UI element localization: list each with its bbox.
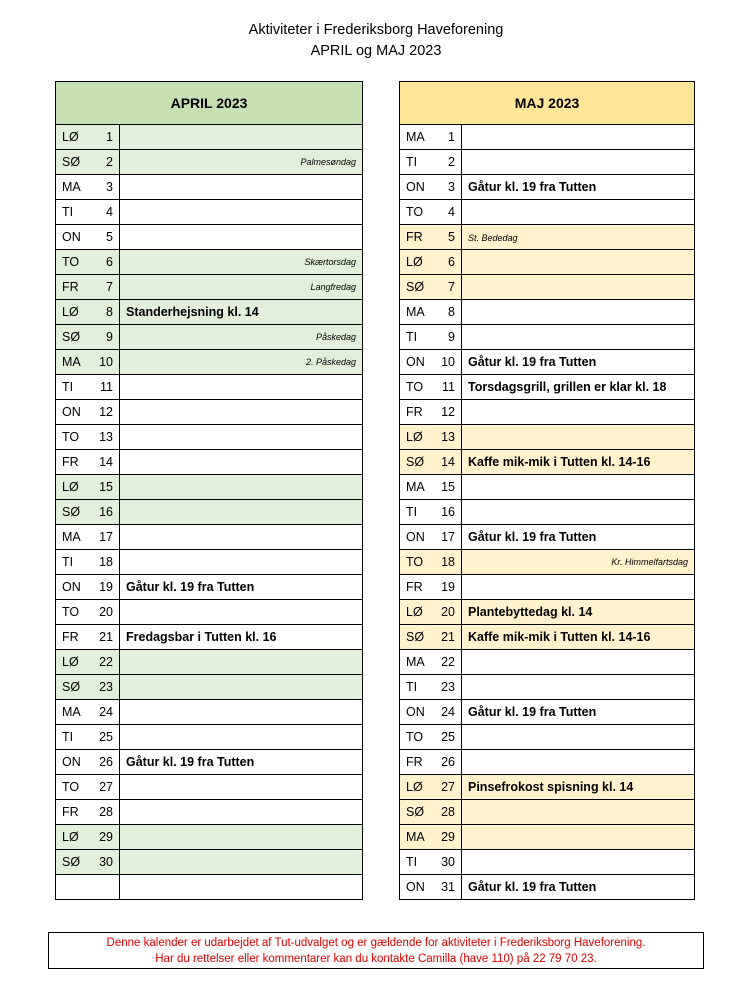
weekday-cell: TO bbox=[400, 550, 438, 575]
event-cell bbox=[120, 375, 363, 400]
event-cell bbox=[462, 875, 695, 900]
april-header: APRIL 2023 bbox=[56, 82, 363, 125]
event-cell bbox=[120, 175, 363, 200]
table-row bbox=[400, 525, 695, 550]
event-cell bbox=[462, 775, 695, 800]
weekday-cell: TI bbox=[56, 550, 96, 575]
april-calendar-table bbox=[55, 81, 363, 900]
table-row bbox=[400, 550, 695, 575]
weekday-cell: FR bbox=[56, 450, 96, 475]
day-number-cell: 6 bbox=[96, 250, 120, 275]
weekday-cell: SØ bbox=[56, 150, 96, 175]
footer-note bbox=[48, 932, 704, 969]
weekday-cell: TO bbox=[400, 200, 438, 225]
table-row bbox=[400, 675, 695, 700]
event-text: Torsdagsgrill, grillen er klar kl. 18 bbox=[468, 380, 667, 394]
table-row bbox=[56, 475, 363, 500]
day-number-cell: 22 bbox=[438, 650, 462, 675]
table-row bbox=[56, 450, 363, 475]
day-number-cell: 24 bbox=[96, 700, 120, 725]
event-cell bbox=[120, 775, 363, 800]
day-number-cell: 30 bbox=[438, 850, 462, 875]
event-cell bbox=[120, 225, 363, 250]
event-cell bbox=[462, 150, 695, 175]
table-row bbox=[56, 850, 363, 875]
weekday-cell: FR bbox=[56, 625, 96, 650]
day-number-cell bbox=[96, 875, 120, 900]
event-cell bbox=[120, 325, 363, 350]
day-number-cell: 23 bbox=[438, 675, 462, 700]
event-text: Fredagsbar i Tutten kl. 16 bbox=[126, 630, 277, 644]
table-row bbox=[400, 625, 695, 650]
table-row bbox=[56, 775, 363, 800]
event-cell bbox=[462, 600, 695, 625]
event-cell bbox=[462, 175, 695, 200]
table-row bbox=[56, 175, 363, 200]
holiday-label: Kr. Himmelfartsdag bbox=[611, 557, 688, 567]
table-row bbox=[400, 200, 695, 225]
holiday-label: Påskedag bbox=[315, 332, 356, 342]
day-number-cell: 22 bbox=[96, 650, 120, 675]
day-number-cell: 5 bbox=[438, 225, 462, 250]
weekday-cell: TI bbox=[400, 150, 438, 175]
day-number-cell: 2 bbox=[96, 150, 120, 175]
event-cell bbox=[462, 850, 695, 875]
day-number-cell: 30 bbox=[96, 850, 120, 875]
event-cell bbox=[462, 350, 695, 375]
event-cell bbox=[120, 200, 363, 225]
day-number-cell: 17 bbox=[438, 525, 462, 550]
event-cell bbox=[120, 625, 363, 650]
table-row bbox=[56, 700, 363, 725]
day-number-cell: 27 bbox=[438, 775, 462, 800]
event-cell bbox=[462, 700, 695, 725]
event-text: Gåtur kl. 19 fra Tutten bbox=[468, 705, 597, 719]
day-number-cell: 11 bbox=[438, 375, 462, 400]
day-number-cell: 19 bbox=[96, 575, 120, 600]
event-cell bbox=[120, 250, 363, 275]
weekday-cell: SØ bbox=[56, 850, 96, 875]
event-cell bbox=[120, 475, 363, 500]
day-number-cell: 21 bbox=[438, 625, 462, 650]
weekday-cell: FR bbox=[400, 575, 438, 600]
table-row bbox=[56, 400, 363, 425]
day-number-cell: 15 bbox=[438, 475, 462, 500]
event-cell bbox=[462, 400, 695, 425]
day-number-cell: 20 bbox=[96, 600, 120, 625]
event-cell bbox=[462, 325, 695, 350]
day-number-cell: 29 bbox=[438, 825, 462, 850]
day-number-cell: 5 bbox=[96, 225, 120, 250]
weekday-cell: MA bbox=[56, 175, 96, 200]
table-row bbox=[400, 600, 695, 625]
event-cell bbox=[462, 500, 695, 525]
table-row bbox=[400, 300, 695, 325]
event-cell bbox=[120, 400, 363, 425]
day-number-cell: 18 bbox=[96, 550, 120, 575]
weekday-cell: LØ bbox=[400, 425, 438, 450]
table-row bbox=[56, 500, 363, 525]
table-row bbox=[400, 500, 695, 525]
day-number-cell: 15 bbox=[96, 475, 120, 500]
weekday-cell: TI bbox=[400, 675, 438, 700]
table-row bbox=[56, 625, 363, 650]
weekday-cell: FR bbox=[400, 750, 438, 775]
day-number-cell: 6 bbox=[438, 250, 462, 275]
weekday-cell: TI bbox=[56, 725, 96, 750]
page-subtitle: APRIL og MAJ 2023 bbox=[310, 43, 442, 59]
day-number-cell: 28 bbox=[96, 800, 120, 825]
weekday-cell: LØ bbox=[56, 125, 96, 150]
day-number-cell: 18 bbox=[438, 550, 462, 575]
event-text: Pinsefrokost spisning kl. 14 bbox=[468, 780, 634, 794]
holiday-label: Langfredag bbox=[310, 282, 356, 292]
event-cell bbox=[462, 675, 695, 700]
day-number-cell: 13 bbox=[438, 425, 462, 450]
day-number-cell: 9 bbox=[438, 325, 462, 350]
event-cell bbox=[120, 725, 363, 750]
table-row bbox=[400, 425, 695, 450]
weekday-cell: ON bbox=[400, 350, 438, 375]
day-number-cell: 14 bbox=[438, 450, 462, 475]
weekday-cell: ON bbox=[56, 750, 96, 775]
table-row bbox=[56, 600, 363, 625]
day-number-cell: 16 bbox=[438, 500, 462, 525]
weekday-cell: SØ bbox=[400, 800, 438, 825]
event-cell bbox=[462, 575, 695, 600]
event-cell bbox=[120, 675, 363, 700]
day-number-cell: 13 bbox=[96, 425, 120, 450]
holiday-label: 2. Påskedag bbox=[305, 357, 356, 367]
day-number-cell: 1 bbox=[96, 125, 120, 150]
event-cell bbox=[462, 425, 695, 450]
weekday-cell: MA bbox=[56, 350, 96, 375]
day-number-cell: 28 bbox=[438, 800, 462, 825]
weekday-cell: LØ bbox=[56, 825, 96, 850]
weekday-cell: FR bbox=[56, 275, 96, 300]
table-row bbox=[400, 850, 695, 875]
table-row bbox=[400, 875, 695, 900]
event-cell bbox=[120, 125, 363, 150]
weekday-cell: TO bbox=[56, 425, 96, 450]
event-cell bbox=[120, 150, 363, 175]
day-number-cell: 7 bbox=[438, 275, 462, 300]
weekday-cell: FR bbox=[400, 400, 438, 425]
event-cell bbox=[462, 525, 695, 550]
table-row bbox=[400, 175, 695, 200]
table-row bbox=[400, 125, 695, 150]
event-cell bbox=[462, 225, 695, 250]
event-text: Kaffe mik-mik i Tutten kl. 14-16 bbox=[468, 455, 651, 469]
table-row bbox=[400, 225, 695, 250]
weekday-cell: MA bbox=[56, 525, 96, 550]
weekday-cell: SØ bbox=[56, 675, 96, 700]
day-number-cell: 8 bbox=[438, 300, 462, 325]
weekday-cell: SØ bbox=[400, 275, 438, 300]
weekday-cell: TO bbox=[400, 725, 438, 750]
weekday-cell: ON bbox=[400, 875, 438, 900]
table-row bbox=[56, 425, 363, 450]
table-row bbox=[400, 575, 695, 600]
event-cell bbox=[462, 200, 695, 225]
event-cell bbox=[462, 650, 695, 675]
weekday-cell: MA bbox=[400, 300, 438, 325]
event-text: Gåtur kl. 19 fra Tutten bbox=[468, 880, 597, 894]
table-row bbox=[400, 700, 695, 725]
table-row bbox=[400, 650, 695, 675]
event-cell bbox=[120, 275, 363, 300]
weekday-cell: TI bbox=[56, 200, 96, 225]
event-cell bbox=[120, 600, 363, 625]
event-cell bbox=[120, 850, 363, 875]
day-number-cell: 26 bbox=[96, 750, 120, 775]
event-cell bbox=[462, 450, 695, 475]
table-row bbox=[400, 325, 695, 350]
event-cell bbox=[462, 300, 695, 325]
table-row bbox=[400, 350, 695, 375]
event-cell bbox=[462, 800, 695, 825]
maj-calendar-table bbox=[399, 81, 695, 900]
event-cell bbox=[120, 450, 363, 475]
weekday-cell: ON bbox=[400, 525, 438, 550]
event-text: Gåtur kl. 19 fra Tutten bbox=[126, 755, 255, 769]
day-number-cell: 11 bbox=[96, 375, 120, 400]
weekday-cell: SØ bbox=[400, 625, 438, 650]
event-cell bbox=[462, 475, 695, 500]
event-cell bbox=[120, 500, 363, 525]
table-row bbox=[56, 350, 363, 375]
day-number-cell: 29 bbox=[96, 825, 120, 850]
table-row bbox=[400, 825, 695, 850]
table-row bbox=[400, 725, 695, 750]
weekday-cell: TO bbox=[56, 250, 96, 275]
holiday-label: St. Bededag bbox=[468, 233, 518, 243]
table-row bbox=[56, 550, 363, 575]
weekday-cell: TO bbox=[400, 375, 438, 400]
weekday-cell: SØ bbox=[400, 450, 438, 475]
weekday-cell: TO bbox=[56, 600, 96, 625]
day-number-cell: 1 bbox=[438, 125, 462, 150]
event-text: Standerhejsning kl. 14 bbox=[126, 305, 259, 319]
table-row bbox=[56, 325, 363, 350]
event-cell bbox=[120, 300, 363, 325]
table-row bbox=[56, 125, 363, 150]
event-text: Plantebyttedag kl. 14 bbox=[468, 605, 593, 619]
footer-line-1: Denne kalender er udarbejdet af Tut-udvalget og er gældende for aktiviteter i Frederiksborg Haveforening. bbox=[106, 937, 646, 949]
day-number-cell: 12 bbox=[96, 400, 120, 425]
day-number-cell: 25 bbox=[96, 725, 120, 750]
day-number-cell: 10 bbox=[96, 350, 120, 375]
event-cell bbox=[120, 825, 363, 850]
day-number-cell: 24 bbox=[438, 700, 462, 725]
day-number-cell: 19 bbox=[438, 575, 462, 600]
weekday-cell: LØ bbox=[56, 475, 96, 500]
table-row bbox=[56, 825, 363, 850]
weekday-cell: LØ bbox=[56, 300, 96, 325]
weekday-cell: ON bbox=[56, 225, 96, 250]
table-row bbox=[56, 650, 363, 675]
table-row bbox=[400, 800, 695, 825]
event-cell bbox=[120, 750, 363, 775]
event-cell bbox=[462, 275, 695, 300]
day-number-cell: 2 bbox=[438, 150, 462, 175]
table-row bbox=[400, 475, 695, 500]
day-number-cell: 7 bbox=[96, 275, 120, 300]
table-row bbox=[56, 250, 363, 275]
weekday-cell: TI bbox=[400, 500, 438, 525]
table-row bbox=[400, 450, 695, 475]
event-text: Kaffe mik-mik i Tutten kl. 14-16 bbox=[468, 630, 651, 644]
event-cell bbox=[120, 350, 363, 375]
event-text: Gåtur kl. 19 fra Tutten bbox=[126, 580, 255, 594]
event-cell bbox=[462, 750, 695, 775]
table-row bbox=[400, 150, 695, 175]
table-row bbox=[56, 875, 363, 900]
weekday-cell: ON bbox=[56, 400, 96, 425]
weekday-cell: FR bbox=[400, 225, 438, 250]
weekday-cell: LØ bbox=[400, 250, 438, 275]
weekday-cell: SØ bbox=[56, 325, 96, 350]
day-number-cell: 4 bbox=[96, 200, 120, 225]
day-number-cell: 27 bbox=[96, 775, 120, 800]
table-row bbox=[400, 750, 695, 775]
table-row bbox=[400, 375, 695, 400]
table-row bbox=[56, 300, 363, 325]
event-cell bbox=[462, 375, 695, 400]
weekday-cell: MA bbox=[56, 700, 96, 725]
event-cell bbox=[120, 425, 363, 450]
maj-header: MAJ 2023 bbox=[400, 82, 695, 125]
event-text: Gåtur kl. 19 fra Tutten bbox=[468, 355, 597, 369]
holiday-label: Skærtorsdag bbox=[304, 257, 356, 267]
table-row bbox=[56, 225, 363, 250]
weekday-cell: TI bbox=[400, 850, 438, 875]
weekday-cell: MA bbox=[400, 475, 438, 500]
table-row bbox=[400, 400, 695, 425]
event-cell bbox=[120, 800, 363, 825]
day-number-cell: 3 bbox=[96, 175, 120, 200]
page-title: Aktiviteter i Frederiksborg Haveforening bbox=[248, 22, 504, 38]
event-text: Gåtur kl. 19 fra Tutten bbox=[468, 530, 597, 544]
day-number-cell: 16 bbox=[96, 500, 120, 525]
table-row bbox=[400, 775, 695, 800]
event-cell bbox=[120, 700, 363, 725]
event-cell bbox=[120, 875, 363, 900]
table-row bbox=[56, 575, 363, 600]
day-number-cell: 21 bbox=[96, 625, 120, 650]
event-cell bbox=[120, 550, 363, 575]
table-row bbox=[56, 275, 363, 300]
day-number-cell: 31 bbox=[438, 875, 462, 900]
day-number-cell: 14 bbox=[96, 450, 120, 475]
event-cell bbox=[120, 650, 363, 675]
day-number-cell: 17 bbox=[96, 525, 120, 550]
day-number-cell: 25 bbox=[438, 725, 462, 750]
table-row bbox=[400, 250, 695, 275]
day-number-cell: 20 bbox=[438, 600, 462, 625]
table-row bbox=[56, 750, 363, 775]
day-number-cell: 26 bbox=[438, 750, 462, 775]
weekday-cell: LØ bbox=[56, 650, 96, 675]
table-row bbox=[56, 800, 363, 825]
weekday-cell: LØ bbox=[400, 775, 438, 800]
table-row bbox=[56, 375, 363, 400]
day-number-cell: 12 bbox=[438, 400, 462, 425]
weekday-cell: MA bbox=[400, 125, 438, 150]
weekday-cell: SØ bbox=[56, 500, 96, 525]
table-row bbox=[56, 525, 363, 550]
day-number-cell: 3 bbox=[438, 175, 462, 200]
event-cell bbox=[120, 575, 363, 600]
event-cell bbox=[120, 525, 363, 550]
table-row bbox=[56, 725, 363, 750]
weekday-cell: TO bbox=[56, 775, 96, 800]
weekday-cell: MA bbox=[400, 650, 438, 675]
weekday-cell: ON bbox=[400, 175, 438, 200]
day-number-cell: 4 bbox=[438, 200, 462, 225]
event-cell bbox=[462, 825, 695, 850]
event-cell bbox=[462, 250, 695, 275]
table-row bbox=[56, 150, 363, 175]
day-number-cell: 23 bbox=[96, 675, 120, 700]
day-number-cell: 10 bbox=[438, 350, 462, 375]
table-row bbox=[56, 200, 363, 225]
weekday-cell: TI bbox=[56, 375, 96, 400]
event-cell bbox=[462, 725, 695, 750]
day-number-cell: 8 bbox=[96, 300, 120, 325]
event-cell bbox=[462, 625, 695, 650]
event-cell bbox=[462, 125, 695, 150]
table-row bbox=[56, 675, 363, 700]
weekday-cell: ON bbox=[56, 575, 96, 600]
weekday-cell: MA bbox=[400, 825, 438, 850]
footer-line-2: Har du rettelser eller kommentarer kan du kontakte Camilla (have 110) på 22 79 70 23. bbox=[155, 953, 597, 965]
event-text: Gåtur kl. 19 fra Tutten bbox=[468, 180, 597, 194]
weekday-cell: LØ bbox=[400, 600, 438, 625]
weekday-cell: ON bbox=[400, 700, 438, 725]
holiday-label: Palmesøndag bbox=[300, 157, 356, 167]
table-row bbox=[400, 275, 695, 300]
weekday-cell: FR bbox=[56, 800, 96, 825]
weekday-cell: TI bbox=[400, 325, 438, 350]
day-number-cell: 9 bbox=[96, 325, 120, 350]
weekday-cell bbox=[56, 875, 96, 900]
event-cell bbox=[462, 550, 695, 575]
